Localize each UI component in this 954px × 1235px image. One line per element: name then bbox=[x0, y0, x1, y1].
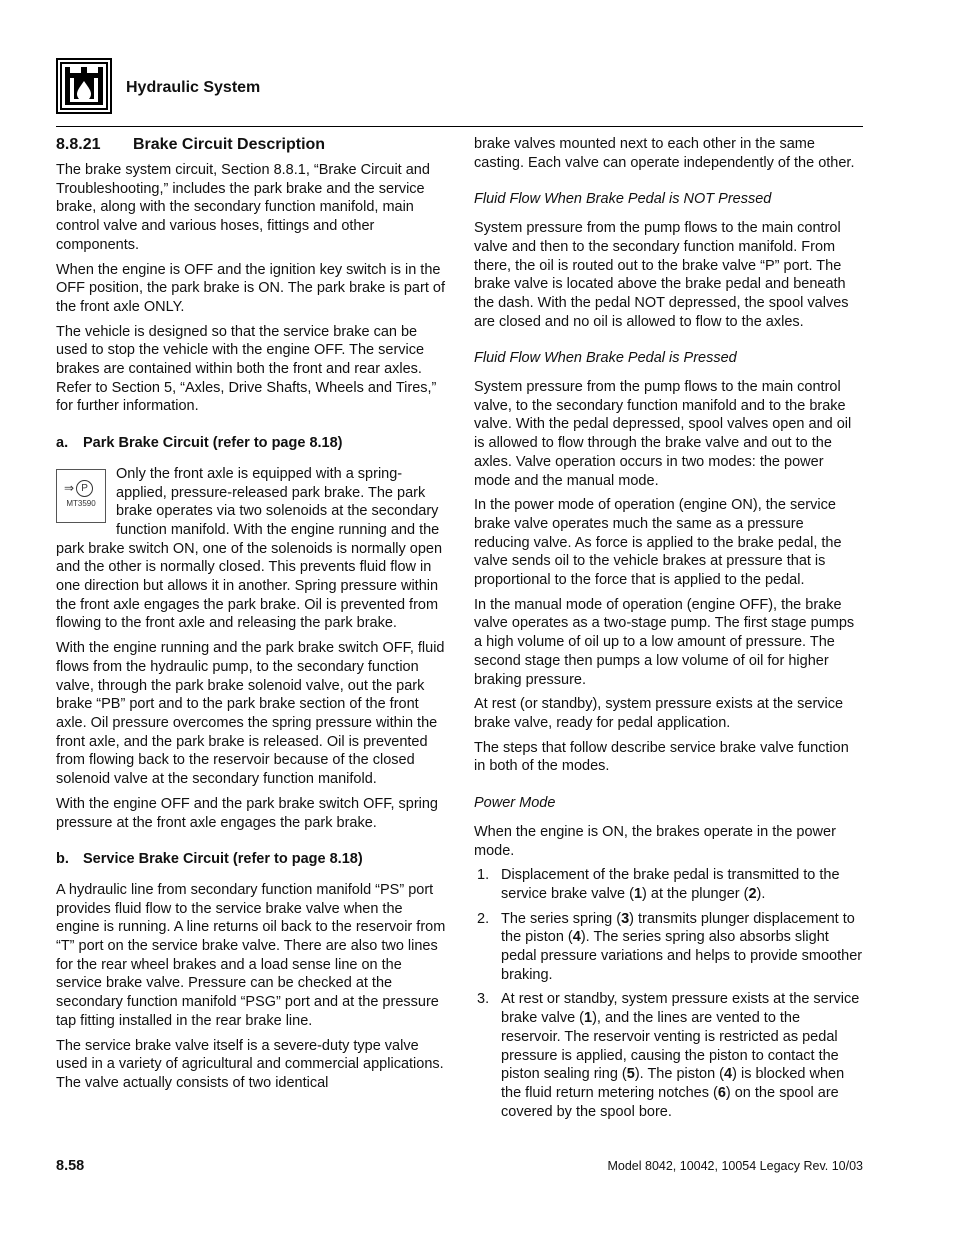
left-column bbox=[56, 135, 446, 1099]
paragraph: With the engine running and the park brake switch OFF, fluid flows from the hydraulic pump, to the secondary function valve, through the park brake solenoid valve, out the park brake “PB” port and to the park brake section of the front axle. Oil pressure overcomes the spring pressure within the front axle, and the park brake is released. Oil is prevented from flowing back to the reservoir because of the closed solenoid valve at the secondary function manifold. bbox=[56, 640, 445, 788]
page-number: 8.58 bbox=[56, 1158, 85, 1174]
paragraph: Only the front axle is equipped with a spring-applied, pressure-released park brake. The park brake operates via two solenoids at the secondary function manifold. With the engine running and the park brake switch ON, one of the solenoids is normally open and the other is normally closed. This prevents fluid flow in one direction but allows it in another. Spring pressure within the front axle engages the park brake. Oil is prevented from flowing to the front axle and releasing the park brake. bbox=[56, 465, 443, 632]
subsection-title: Service Brake Circuit (refer to page 8.18) bbox=[83, 851, 363, 868]
paragraph: In the power mode of operation (engine ON), the service brake valve operates much the same as a pressure reducing valve. As force is applied to the brake pedal, the valve sends oil to the vehicle brakes at pressure that is proportional to the force that is applied to the pedal. bbox=[474, 497, 842, 589]
arrow-icon: ⇒ bbox=[64, 480, 75, 495]
hydraulic-system-logo-icon bbox=[56, 58, 112, 114]
paragraph: brake valves mounted next to each other in the same casting. Each valve can operate independently of the other. bbox=[474, 136, 855, 171]
paragraph: When the engine is ON, the brakes operate in the power mode. bbox=[474, 823, 836, 859]
paragraph: The steps that follow describe service brake valve function in both of the modes. bbox=[474, 739, 849, 775]
paragraph: In the manual mode of operation (engine OFF), the brake valve operates as a two-stage pump. The first stage pumps a high volume of oil up to a low amount of pressure. The second stage then pumps a low volume of oil for higher braking pressure. bbox=[474, 596, 855, 688]
paragraph: A hydraulic line from secondary function manifold “PS” port provides fluid flow to the service brake valve when the engine is running. A line returns oil back to the reservoir from “T” port on the service brake valve. There are also two lines for the rear wheel brakes and a load sense line on the service brake valve. Pressure can be checked at the secondary function manifold “PSG” port and at the pressure tap fitting installed in the rear brake line. bbox=[56, 881, 446, 1029]
icon-code: MT3590 bbox=[66, 499, 96, 509]
section-title: Brake Circuit Description bbox=[133, 136, 326, 153]
list-item: 3. At rest or standby, system pressure exists at the service brake valve (1), and the lines are vented to the reservoir. The reservoir venting is restricted as pedal pressure is applied, causing the piston to contact the piston sealing ring (5). The piston (4) is blocked when the fluid return metering notches (6) on the spool are covered by the spool bore. bbox=[477, 991, 860, 1120]
italic-heading: Fluid Flow When Brake Pedal is NOT Pressed bbox=[474, 191, 772, 208]
paragraph: When the engine is OFF and the ignition key switch is in the OFF position, the park brake is ON. The park brake is part of the front axle ONLY. bbox=[56, 261, 445, 315]
paragraph: The brake system circuit, Section 8.8.1, “Brake Circuit and Troubleshooting,” includes the park brake and the service brake, along with the secondary function manifold, main control valve and various hoses, fittings and other components. bbox=[56, 162, 430, 253]
subsection-title: Park Brake Circuit (refer to page 8.18) bbox=[83, 435, 343, 452]
italic-heading: Power Mode bbox=[474, 795, 556, 812]
list-item: 1. Displacement of the brake pedal is transmitted to the service brake valve (1) at the plunger (2). bbox=[477, 867, 840, 902]
header-divider bbox=[56, 126, 863, 127]
section-heading bbox=[56, 135, 446, 155]
steps-list bbox=[474, 866, 863, 1121]
subsection-heading-service-brake bbox=[56, 850, 446, 869]
step-number: 1. bbox=[477, 867, 490, 884]
section-number: 8.8.21 bbox=[56, 136, 101, 153]
subsection-letter: a. bbox=[56, 435, 69, 452]
park-letter: P bbox=[76, 480, 93, 497]
paragraph: System pressure from the pump flows to the main control valve, to the secondary function manifold and to the brake valve. With the pedal depressed, spool valves open and oil is allowed to flow through the brake valve and out to the axles. Valve operation occurs in two modes: the power mode and the manual mode. bbox=[474, 379, 852, 489]
park-brake-icon bbox=[56, 469, 106, 523]
header-title: Hydraulic System bbox=[126, 79, 261, 96]
paragraph: At rest (or standby), system pressure exists at the service brake valve, ready for pedal application. bbox=[474, 696, 844, 731]
list-item: 2. The series spring (3) transmits plunger displacement to the piston (4). The series spring also absorbs slight pedal pressure variations and helps to provide smoother braking. bbox=[477, 910, 863, 983]
paragraph: With the engine OFF and the park brake switch OFF, spring pressure at the front axle engages the park brake. bbox=[56, 795, 438, 831]
subsection-letter: b. bbox=[56, 851, 69, 868]
subsection-heading-park-brake bbox=[56, 434, 446, 453]
paragraph: The vehicle is designed so that the service brake can be used to stop the vehicle with the engine OFF. The service brakes are contained within both the front and rear axles. Refer to Section 5, “Axles, Drive Shafts, Wheels and Tires,” for further information. bbox=[56, 323, 437, 415]
paragraph: The service brake valve itself is a severe-duty type valve used in a variety of agricultural and commercial applications. The valve actually consists of two identical bbox=[56, 1037, 444, 1091]
italic-heading: Fluid Flow When Brake Pedal is Pressed bbox=[474, 350, 737, 367]
footer-model-revision: Model 8042, 10042, 10054 Legacy Rev. 10/03 bbox=[607, 1159, 863, 1173]
right-column bbox=[474, 135, 863, 1127]
paragraph: System pressure from the pump flows to the main control valve and then to the secondary function manifold. From there, the oil is routed out to the brake valve “P” port. The brake valve is located above the brake pedal and beneath the dash. With the pedal NOT depressed, the spool valves are closed and no oil is allowed to flow to the axles. bbox=[474, 220, 849, 330]
step-number: 3. bbox=[477, 991, 490, 1008]
step-number: 2. bbox=[477, 910, 490, 927]
